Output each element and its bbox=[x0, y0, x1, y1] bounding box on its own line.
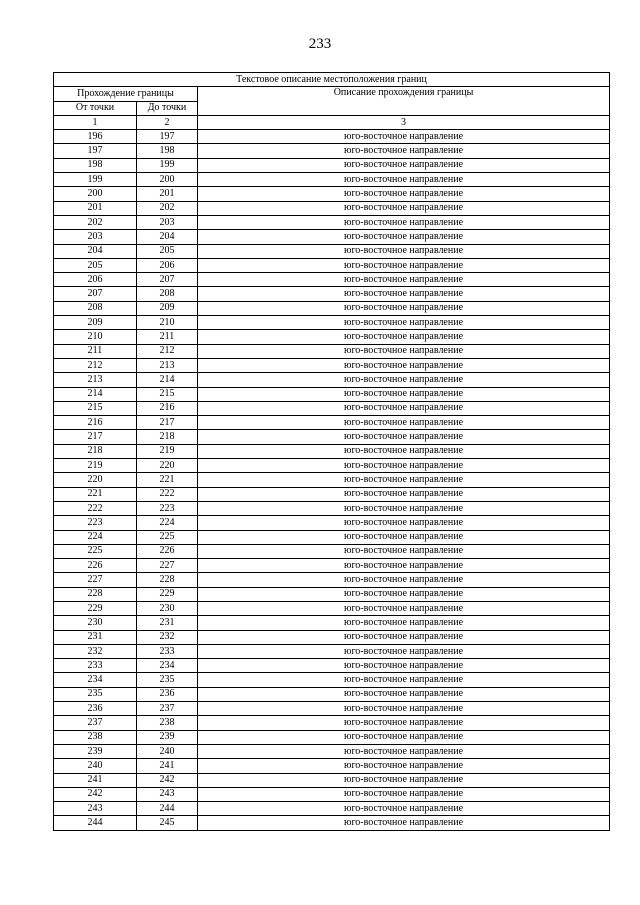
to-point-cell: 226 bbox=[137, 544, 198, 558]
direction-cell: юго-восточное направление bbox=[198, 273, 610, 287]
from-point-cell: 229 bbox=[54, 601, 137, 615]
direction-cell: юго-восточное направление bbox=[198, 344, 610, 358]
direction-cell: юго-восточное направление bbox=[198, 473, 610, 487]
direction-cell: юго-восточное направление bbox=[198, 702, 610, 716]
direction-cell: юго-восточное направление bbox=[198, 373, 610, 387]
from-point-cell: 213 bbox=[54, 373, 137, 387]
table-row bbox=[54, 659, 610, 673]
table-row bbox=[54, 573, 610, 587]
direction-cell: юго-восточное направление bbox=[198, 787, 610, 801]
direction-cell: юго-восточное направление bbox=[198, 501, 610, 515]
direction-cell: юго-восточное направление bbox=[198, 544, 610, 558]
table-row bbox=[54, 816, 610, 830]
table-row bbox=[54, 358, 610, 372]
direction-cell: юго-восточное направление bbox=[198, 659, 610, 673]
from-point-cell: 242 bbox=[54, 787, 137, 801]
from-point-cell: 222 bbox=[54, 501, 137, 515]
table-title-row bbox=[54, 73, 610, 87]
column-number: 1 bbox=[54, 115, 137, 129]
table-row bbox=[54, 459, 610, 473]
table-row bbox=[54, 273, 610, 287]
table-row bbox=[54, 287, 610, 301]
direction-cell: юго-восточное направление bbox=[198, 730, 610, 744]
table-row bbox=[54, 630, 610, 644]
from-point-cell: 226 bbox=[54, 559, 137, 573]
direction-cell: юго-восточное направление bbox=[198, 744, 610, 758]
to-point-cell: 225 bbox=[137, 530, 198, 544]
direction-cell: юго-восточное направление bbox=[198, 487, 610, 501]
direction-cell: юго-восточное направление bbox=[198, 401, 610, 415]
table-row bbox=[54, 201, 610, 215]
from-point-cell: 199 bbox=[54, 173, 137, 187]
direction-cell: юго-восточное направление bbox=[198, 802, 610, 816]
direction-cell: юго-восточное направление bbox=[198, 816, 610, 830]
table-row bbox=[54, 401, 610, 415]
table-row bbox=[54, 173, 610, 187]
to-point-cell: 234 bbox=[137, 659, 198, 673]
to-point-cell: 199 bbox=[137, 158, 198, 172]
direction-cell: юго-восточное направление bbox=[198, 444, 610, 458]
to-point-cell: 223 bbox=[137, 501, 198, 515]
table-row bbox=[54, 587, 610, 601]
table-title: Текстовое описание местоположения границ bbox=[54, 73, 610, 87]
to-point-cell: 235 bbox=[137, 673, 198, 687]
direction-cell: юго-восточное направление bbox=[198, 215, 610, 229]
from-point-cell: 218 bbox=[54, 444, 137, 458]
direction-cell: юго-восточное направление bbox=[198, 158, 610, 172]
to-point-cell: 240 bbox=[137, 744, 198, 758]
to-point-cell: 219 bbox=[137, 444, 198, 458]
to-point-cell: 208 bbox=[137, 287, 198, 301]
direction-cell: юго-восточное направление bbox=[198, 387, 610, 401]
from-point-cell: 210 bbox=[54, 330, 137, 344]
table-row bbox=[54, 802, 610, 816]
from-point-cell: 207 bbox=[54, 287, 137, 301]
direction-cell: юго-восточное направление bbox=[198, 644, 610, 658]
table-row bbox=[54, 501, 610, 515]
table-row bbox=[54, 416, 610, 430]
from-point-cell: 200 bbox=[54, 187, 137, 201]
to-point-cell: 210 bbox=[137, 316, 198, 330]
table-row bbox=[54, 444, 610, 458]
to-point-cell: 202 bbox=[137, 201, 198, 215]
direction-cell: юго-восточное направление bbox=[198, 258, 610, 272]
to-point-cell: 224 bbox=[137, 516, 198, 530]
to-point-cell: 237 bbox=[137, 702, 198, 716]
to-point-cell: 217 bbox=[137, 416, 198, 430]
table-row bbox=[54, 787, 610, 801]
table-row bbox=[54, 473, 610, 487]
boundary-description-table bbox=[53, 72, 610, 831]
table-row bbox=[54, 716, 610, 730]
direction-cell: юго-восточное направление bbox=[198, 687, 610, 701]
table-row bbox=[54, 487, 610, 501]
to-header: До точки bbox=[137, 101, 198, 115]
from-point-cell: 244 bbox=[54, 816, 137, 830]
from-point-cell: 233 bbox=[54, 659, 137, 673]
group-header: Прохождение границы bbox=[54, 87, 198, 101]
table-row bbox=[54, 702, 610, 716]
to-point-cell: 207 bbox=[137, 273, 198, 287]
to-point-cell: 209 bbox=[137, 301, 198, 315]
table-row bbox=[54, 687, 610, 701]
to-point-cell: 198 bbox=[137, 144, 198, 158]
description-header: Описание прохождения границы bbox=[198, 87, 610, 116]
to-point-cell: 233 bbox=[137, 644, 198, 658]
from-point-cell: 204 bbox=[54, 244, 137, 258]
header-row bbox=[54, 87, 610, 101]
from-point-cell: 235 bbox=[54, 687, 137, 701]
direction-cell: юго-восточное направление bbox=[198, 316, 610, 330]
to-point-cell: 205 bbox=[137, 244, 198, 258]
to-point-cell: 222 bbox=[137, 487, 198, 501]
table-row bbox=[54, 644, 610, 658]
table-row bbox=[54, 387, 610, 401]
from-point-cell: 221 bbox=[54, 487, 137, 501]
from-point-cell: 237 bbox=[54, 716, 137, 730]
table-row bbox=[54, 430, 610, 444]
table-row bbox=[54, 215, 610, 229]
to-point-cell: 221 bbox=[137, 473, 198, 487]
from-point-cell: 217 bbox=[54, 430, 137, 444]
direction-cell: юго-восточное направление bbox=[198, 287, 610, 301]
to-point-cell: 229 bbox=[137, 587, 198, 601]
from-point-cell: 243 bbox=[54, 802, 137, 816]
from-point-cell: 214 bbox=[54, 387, 137, 401]
table-row bbox=[54, 230, 610, 244]
table-row bbox=[54, 530, 610, 544]
from-point-cell: 212 bbox=[54, 358, 137, 372]
from-point-cell: 231 bbox=[54, 630, 137, 644]
direction-cell: юго-восточное направление bbox=[198, 773, 610, 787]
from-point-cell: 196 bbox=[54, 130, 137, 144]
from-point-cell: 208 bbox=[54, 301, 137, 315]
from-point-cell: 223 bbox=[54, 516, 137, 530]
from-point-cell: 240 bbox=[54, 759, 137, 773]
to-point-cell: 204 bbox=[137, 230, 198, 244]
page-number: 233 bbox=[308, 36, 332, 52]
direction-cell: юго-восточное направление bbox=[198, 616, 610, 630]
to-point-cell: 243 bbox=[137, 787, 198, 801]
to-point-cell: 200 bbox=[137, 173, 198, 187]
table-row bbox=[54, 516, 610, 530]
table-row bbox=[54, 344, 610, 358]
from-point-cell: 211 bbox=[54, 344, 137, 358]
direction-cell: юго-восточное направление bbox=[198, 559, 610, 573]
from-point-cell: 239 bbox=[54, 744, 137, 758]
to-point-cell: 239 bbox=[137, 730, 198, 744]
from-point-cell: 205 bbox=[54, 258, 137, 272]
direction-cell: юго-восточное направление bbox=[198, 630, 610, 644]
to-point-cell: 211 bbox=[137, 330, 198, 344]
table-row bbox=[54, 187, 610, 201]
direction-cell: юго-восточное направление bbox=[198, 173, 610, 187]
direction-cell: юго-восточное направление bbox=[198, 416, 610, 430]
table-row bbox=[54, 773, 610, 787]
direction-cell: юго-восточное направление bbox=[198, 459, 610, 473]
direction-cell: юго-восточное направление bbox=[198, 673, 610, 687]
direction-cell: юго-восточное направление bbox=[198, 530, 610, 544]
to-point-cell: 206 bbox=[137, 258, 198, 272]
column-number: 2 bbox=[137, 115, 198, 129]
to-point-cell: 238 bbox=[137, 716, 198, 730]
from-point-cell: 234 bbox=[54, 673, 137, 687]
to-point-cell: 231 bbox=[137, 616, 198, 630]
table-row bbox=[54, 301, 610, 315]
direction-cell: юго-восточное направление bbox=[198, 187, 610, 201]
from-point-cell: 206 bbox=[54, 273, 137, 287]
to-point-cell: 228 bbox=[137, 573, 198, 587]
from-point-cell: 197 bbox=[54, 144, 137, 158]
direction-cell: юго-восточное направление bbox=[198, 759, 610, 773]
column-number: 3 bbox=[198, 115, 610, 129]
from-point-cell: 232 bbox=[54, 644, 137, 658]
direction-cell: юго-восточное направление bbox=[198, 244, 610, 258]
direction-cell: юго-восточное направление bbox=[198, 230, 610, 244]
direction-cell: юго-восточное направление bbox=[198, 716, 610, 730]
to-point-cell: 197 bbox=[137, 130, 198, 144]
table-row bbox=[54, 130, 610, 144]
to-point-cell: 201 bbox=[137, 187, 198, 201]
from-point-cell: 203 bbox=[54, 230, 137, 244]
from-point-cell: 202 bbox=[54, 215, 137, 229]
to-point-cell: 230 bbox=[137, 601, 198, 615]
table-row bbox=[54, 616, 610, 630]
direction-cell: юго-восточное направление bbox=[198, 587, 610, 601]
table-row bbox=[54, 544, 610, 558]
table-row bbox=[54, 144, 610, 158]
column-number-row bbox=[54, 115, 610, 129]
direction-cell: юго-восточное направление bbox=[198, 573, 610, 587]
from-point-cell: 201 bbox=[54, 201, 137, 215]
from-point-cell: 224 bbox=[54, 530, 137, 544]
from-point-cell: 230 bbox=[54, 616, 137, 630]
table-row bbox=[54, 759, 610, 773]
table-row bbox=[54, 744, 610, 758]
from-point-cell: 216 bbox=[54, 416, 137, 430]
table-row bbox=[54, 673, 610, 687]
from-point-cell: 219 bbox=[54, 459, 137, 473]
from-point-cell: 209 bbox=[54, 316, 137, 330]
direction-cell: юго-восточное направление bbox=[198, 358, 610, 372]
to-point-cell: 241 bbox=[137, 759, 198, 773]
table-row bbox=[54, 316, 610, 330]
to-point-cell: 213 bbox=[137, 358, 198, 372]
table-row bbox=[54, 730, 610, 744]
direction-cell: юго-восточное направление bbox=[198, 130, 610, 144]
table-row bbox=[54, 158, 610, 172]
from-header: От точки bbox=[54, 101, 137, 115]
direction-cell: юго-восточное направление bbox=[198, 301, 610, 315]
to-point-cell: 244 bbox=[137, 802, 198, 816]
direction-cell: юго-восточное направление bbox=[198, 430, 610, 444]
table-row bbox=[54, 258, 610, 272]
from-point-cell: 236 bbox=[54, 702, 137, 716]
direction-cell: юго-восточное направление bbox=[198, 330, 610, 344]
from-point-cell: 238 bbox=[54, 730, 137, 744]
from-point-cell: 241 bbox=[54, 773, 137, 787]
to-point-cell: 232 bbox=[137, 630, 198, 644]
from-point-cell: 215 bbox=[54, 401, 137, 415]
table-row bbox=[54, 330, 610, 344]
to-point-cell: 216 bbox=[137, 401, 198, 415]
from-point-cell: 225 bbox=[54, 544, 137, 558]
from-point-cell: 227 bbox=[54, 573, 137, 587]
to-point-cell: 203 bbox=[137, 215, 198, 229]
from-point-cell: 228 bbox=[54, 587, 137, 601]
table-row bbox=[54, 559, 610, 573]
to-point-cell: 227 bbox=[137, 559, 198, 573]
to-point-cell: 220 bbox=[137, 459, 198, 473]
to-point-cell: 236 bbox=[137, 687, 198, 701]
to-point-cell: 242 bbox=[137, 773, 198, 787]
to-point-cell: 218 bbox=[137, 430, 198, 444]
to-point-cell: 245 bbox=[137, 816, 198, 830]
to-point-cell: 214 bbox=[137, 373, 198, 387]
to-point-cell: 215 bbox=[137, 387, 198, 401]
table-row bbox=[54, 244, 610, 258]
table-row bbox=[54, 601, 610, 615]
to-point-cell: 212 bbox=[137, 344, 198, 358]
direction-cell: юго-восточное направление bbox=[198, 144, 610, 158]
from-point-cell: 198 bbox=[54, 158, 137, 172]
direction-cell: юго-восточное направление bbox=[198, 601, 610, 615]
direction-cell: юго-восточное направление bbox=[198, 516, 610, 530]
table-row bbox=[54, 373, 610, 387]
from-point-cell: 220 bbox=[54, 473, 137, 487]
direction-cell: юго-восточное направление bbox=[198, 201, 610, 215]
